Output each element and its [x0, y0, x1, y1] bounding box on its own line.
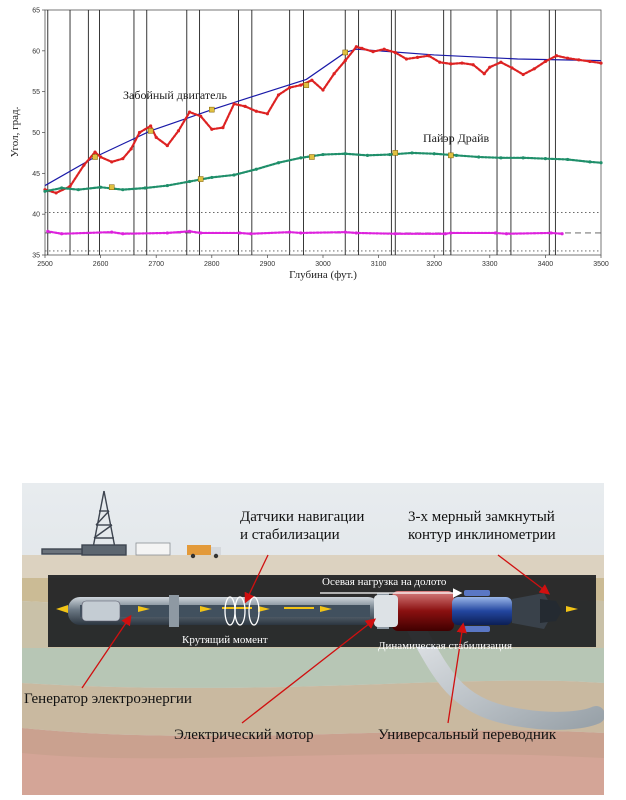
series-1-point-47 [544, 60, 547, 63]
series-3-point-4 [166, 231, 169, 234]
series-1-point-36 [427, 54, 430, 57]
series-1-point-46 [533, 67, 536, 70]
series-1-point-28 [344, 59, 347, 62]
x-tick-label-0: 2500 [37, 261, 53, 268]
tool-joint-1 [169, 595, 179, 627]
series-4-point-4 [343, 50, 348, 55]
series-1-point-41 [483, 72, 486, 75]
series-2-point-21 [499, 156, 502, 159]
series-3-point-1 [60, 232, 63, 235]
series-1-point-6 [110, 160, 113, 163]
series-2-point-16 [388, 153, 391, 156]
y-tick-label-6: 65 [32, 7, 40, 15]
series-1-point-1 [55, 191, 58, 194]
series-1-point-35 [416, 56, 419, 59]
label-electric-motor: Электрический мотор [174, 727, 314, 743]
series-1-point-34 [405, 57, 408, 60]
y-tick-label-5: 60 [32, 48, 40, 56]
rock-layer-6 [22, 753, 604, 795]
series-3-point-16 [494, 231, 497, 234]
series-2-point-1 [60, 186, 63, 189]
drilling-system-illustration [22, 483, 604, 795]
x-tick-label-4: 2900 [259, 261, 276, 268]
series-1-point-49 [566, 57, 569, 60]
y-axis-ticks [32, 8, 45, 260]
x-tick-label-6: 3100 [370, 261, 387, 268]
series-2-point-14 [344, 152, 347, 155]
label-navigation-line1: Датчики навигации [240, 509, 365, 525]
series-2-point-26 [599, 161, 602, 164]
series-1-point-30 [360, 47, 363, 50]
series-4-point-2 [209, 107, 214, 112]
series-1-point-52 [599, 61, 602, 64]
series-3-point-14 [444, 232, 447, 235]
series-2-point-7 [188, 180, 191, 183]
x-tick-label-8: 3300 [482, 261, 498, 268]
series-4-point-8 [393, 150, 398, 155]
series-2-point-4 [121, 188, 124, 191]
series-3-point-18 [549, 231, 552, 234]
series-1-point-40 [472, 63, 475, 66]
series-1-point-44 [510, 66, 513, 69]
motor-section [392, 591, 454, 631]
series-4-point-9 [448, 153, 453, 158]
label-generator: Генератор электроэнергии [24, 691, 192, 707]
series-1-point-8 [130, 147, 133, 150]
series-1-point-25 [310, 79, 313, 82]
y-tick-label-3: 50 [32, 130, 40, 137]
stabilizer-section [452, 597, 512, 625]
series-2-point-0 [43, 190, 46, 193]
series-1-point-51 [588, 60, 591, 63]
series-2-point-23 [544, 157, 547, 160]
series-2-point-25 [588, 160, 591, 163]
motor-housing [374, 595, 398, 627]
series-1-point-31 [371, 50, 374, 53]
series-1-point-42 [488, 66, 491, 69]
series-3-point-17 [505, 232, 508, 235]
series-4-point-6 [198, 177, 203, 182]
series-2-point-12 [299, 156, 302, 159]
label-torque: Крутящий момент [182, 634, 268, 646]
series-3-point-3 [121, 232, 124, 235]
label-inclinometry-line1: 3-х мерный замкнутый [408, 509, 555, 525]
series-1-point-9 [138, 131, 141, 134]
series-1-point-23 [288, 86, 291, 89]
series-3-point-15 [449, 231, 452, 234]
x-tick-label-5: 3000 [315, 261, 331, 268]
stabilizer-blade-1 [464, 590, 490, 596]
site-trailer [136, 543, 170, 555]
series-2-point-6 [166, 184, 169, 187]
drive-annotation: Пайэр Драйв [423, 131, 490, 145]
series-1-point-19 [244, 105, 247, 108]
series-2-point-10 [255, 168, 258, 171]
label-navigation-line2: и стабилизации [240, 527, 340, 543]
series-3-point-7 [238, 231, 241, 234]
series-1-point-24 [299, 84, 302, 87]
illustration-svg [22, 483, 604, 795]
series-3-point-6 [199, 231, 202, 234]
series-1-point-7 [121, 157, 124, 160]
series-1-point-10 [149, 124, 152, 127]
series-2-point-5 [143, 186, 146, 189]
plot-frame [45, 10, 601, 255]
series-1-point-4 [93, 151, 96, 154]
series-2-point-19 [455, 154, 458, 157]
series-2-point-2 [77, 188, 80, 191]
series-3-point-13 [394, 232, 397, 235]
x-axis-ticks [37, 255, 609, 268]
series-1-point-26 [321, 88, 324, 91]
series-2-point-22 [522, 156, 525, 159]
tool-generator-section [82, 601, 120, 621]
angle-depth-chart [0, 0, 626, 290]
y-tick-label-1: 40 [32, 211, 40, 219]
x-tick-label-9: 3400 [537, 261, 554, 268]
series-1-point-29 [355, 45, 358, 48]
series-2-point-15 [366, 154, 369, 157]
stabilizer-blade-2 [464, 626, 490, 632]
series-1-point-45 [522, 73, 525, 76]
series-2-point-24 [566, 158, 569, 161]
y-axis-label: Угол, град. [9, 106, 21, 158]
series-1-point-16 [210, 128, 213, 131]
series-1-point-3 [82, 164, 85, 167]
x-tick-label-1: 2600 [92, 261, 109, 268]
series-3-point-5 [188, 230, 191, 233]
series-1-point-33 [394, 51, 397, 54]
series-2-point-8 [210, 176, 213, 179]
series-2-point-17 [410, 151, 413, 154]
series-1-point-21 [266, 112, 269, 115]
series-1-point-14 [188, 110, 191, 113]
series-1-point-20 [255, 110, 258, 113]
x-tick-label-10: 3500 [593, 261, 609, 268]
series-1-point-12 [166, 144, 169, 147]
x-tick-label-3: 2800 [204, 261, 220, 268]
series-1-point-15 [199, 115, 202, 118]
series-1-point-27 [333, 72, 336, 75]
series-2-point-13 [321, 153, 324, 156]
series-2-point-3 [99, 186, 102, 189]
x-tick-label-7: 3200 [426, 261, 442, 268]
series-1-point-5 [99, 155, 102, 158]
y-tick-label-4: 55 [32, 89, 40, 97]
series-1-point-11 [155, 136, 158, 139]
series-1-point-32 [383, 48, 386, 51]
series-4-point-5 [109, 185, 114, 190]
series-2-point-18 [433, 152, 436, 155]
series-3-point-9 [288, 231, 291, 234]
series-4-point-3 [304, 83, 309, 88]
series-3-point-10 [299, 231, 302, 234]
label-universal-sub: Универсальный переводник [378, 727, 557, 743]
series-3-point-19 [560, 232, 563, 235]
series-1-point-50 [577, 58, 580, 61]
series-3-point-11 [344, 231, 347, 234]
motor-annotation: Забойный двигатель [123, 88, 227, 102]
series-1-point-48 [555, 54, 558, 57]
series-1-point-39 [460, 61, 463, 64]
series-4-point-7 [309, 155, 314, 160]
series-1-point-43 [499, 61, 502, 64]
series-1-point-37 [438, 61, 441, 64]
series-2-point-11 [277, 161, 280, 164]
series-1-point-38 [449, 62, 452, 65]
series-1-point-17 [221, 126, 224, 129]
series-1-point-2 [68, 185, 71, 188]
y-tick-label-0: 35 [32, 252, 40, 260]
series-3-point-0 [46, 230, 49, 233]
chart-svg [0, 0, 626, 290]
series-2-point-9 [232, 173, 235, 176]
series-2-point-20 [477, 155, 480, 158]
series-1-point-13 [177, 129, 180, 132]
series-4-point-0 [93, 155, 98, 160]
x-tick-label-2: 2700 [148, 261, 164, 268]
surface-ground [22, 555, 604, 578]
series-3-point-2 [110, 231, 113, 234]
label-inclinometry-line2: контур инклинометрии [408, 527, 556, 543]
series-4-point-1 [148, 128, 153, 133]
y-tick-label-2: 45 [32, 170, 40, 178]
label-axial-load: Осевая нагрузка на долото [322, 576, 447, 588]
series-1-point-18 [232, 102, 235, 105]
x-axis-label: Глубина (фут.) [289, 269, 357, 281]
series-3-point-8 [249, 232, 252, 235]
series-1-point-22 [277, 93, 280, 96]
label-dynamic-stabilization: Динамическая стабилизация [378, 640, 513, 652]
series-3-point-12 [355, 231, 358, 234]
